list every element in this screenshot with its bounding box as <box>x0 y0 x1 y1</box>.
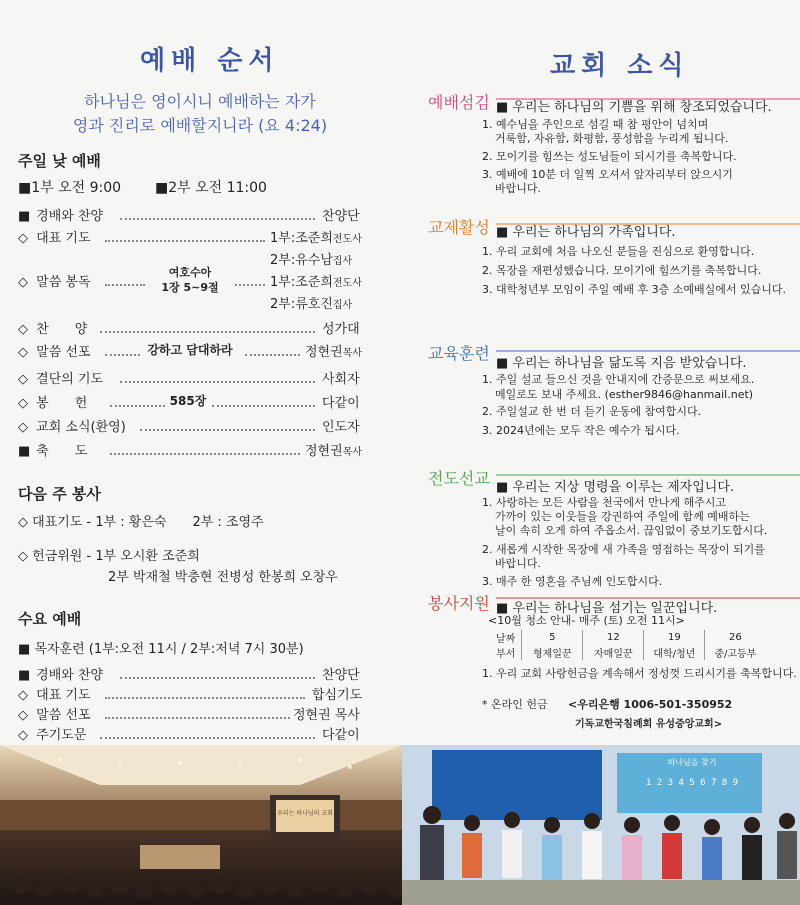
program-person: 찬양단 <box>322 668 360 683</box>
table-cell: 자매일꾼 <box>583 645 644 660</box>
program-person: 1부:조준희전도사 <box>270 231 362 246</box>
table-cell: 19 <box>644 630 705 645</box>
news-item: 거룩함, 자유함, 화평함, 풍성함을 누리게 됩니다. <box>495 132 729 145</box>
section-rule <box>496 223 800 225</box>
news-item: 3. 2024년에는 모두 작은 예수가 됩시다. <box>482 424 680 437</box>
screen-text: 우리는 하나님의 교회 <box>277 810 333 817</box>
sanctuary-photo <box>0 745 402 905</box>
program-row: ◇ 결단의 기도 <box>18 372 104 387</box>
section-rule <box>496 98 800 100</box>
table-cell: 부서 <box>490 645 522 660</box>
children-group-photo <box>402 745 800 905</box>
dotted-leader <box>105 240 265 242</box>
program-row: ◇ 말씀 선포 <box>18 708 91 723</box>
section-tag-education: 교육훈련 <box>428 344 490 363</box>
sermon-title: 강하고 담대하라 <box>147 343 233 357</box>
table-cell: 26 <box>728 632 742 643</box>
table-row <box>490 645 765 660</box>
dotted-leader <box>110 405 165 407</box>
news-item: 1. 우리 교회 사랑헌금을 계속해서 정성껏 드리시기를 축복합니다. <box>482 667 797 680</box>
church-news-panel <box>400 0 800 745</box>
verse-line-1: 하나님은 영이시니 예배하는 자가 <box>84 92 316 111</box>
program-person: 성가대 <box>322 322 360 337</box>
section-headline: ■ 우리는 하나님을 섬기는 일꾼입니다. <box>496 601 718 616</box>
news-item: 3. 대학청년부 모임이 주일 예배 후 3층 소예배실에서 있습니다. <box>482 283 786 296</box>
section-headline: ■ 우리는 지상 명령을 이루는 제자입니다. <box>496 480 735 495</box>
table-cell: 날짜 <box>490 630 522 645</box>
news-item: 2. 목장을 재편성했습니다. 모이기에 힘쓰기를 축복합니다. <box>482 264 762 277</box>
table-cell: 형제일꾼 <box>522 645 583 660</box>
program-row: ◇ 대표 기도 <box>18 688 91 703</box>
news-item: 1. 예수님을 주인으로 섬길 때 참 평안이 넘치며 <box>482 118 709 131</box>
sunday-time-1: ■1부 오전 9:00 <box>18 180 122 196</box>
program-row: ◇ 봉 헌 <box>18 396 88 411</box>
program-person: 다같이 <box>322 728 360 743</box>
program-row: ■ 축 도 <box>18 444 88 459</box>
table-row <box>490 630 765 645</box>
dotted-leader <box>235 284 265 286</box>
program-person: 인도자 <box>322 420 360 435</box>
worship-order-title: 예배 순서 <box>140 46 280 76</box>
table-cell: 5 <box>522 630 583 645</box>
dotted-leader <box>120 218 315 220</box>
verse-line-2: 영과 진리로 예배할지니라 (요 4:24) <box>72 116 328 135</box>
next-week-heading: 다음 주 봉사 <box>18 485 101 503</box>
dotted-leader <box>245 354 300 356</box>
program-row: ◇ 주기도문 <box>18 728 87 743</box>
program-row: ■ 경배와 찬양 <box>18 668 104 683</box>
news-item: 가까이 있는 이웃들을 강권하여 주일에 함께 예배하는 <box>495 510 750 523</box>
program-row: ■ 경배와 찬양 <box>18 209 104 224</box>
wednesday-heading: 수요 예배 <box>18 610 82 628</box>
program-person: 2부:유수남집사 <box>270 253 353 268</box>
board-numbers: 1 2 3 4 5 6 7 8 9 <box>645 778 739 788</box>
section-headline: ■ 우리는 하나님의 기쁨을 위해 창조되었습니다. <box>496 100 772 115</box>
news-item: 1. 우리 교회에 처음 나오신 분들을 진심으로 환영합니다. <box>482 245 755 258</box>
program-person: 1부:조준희전도사 <box>270 275 362 290</box>
dotted-leader <box>110 453 300 455</box>
news-item: 1. 사랑하는 모든 사람을 천국에서 만나게 해주시고 <box>482 496 726 509</box>
cleaning-caption: <10월 청소 안내- 매주 (토) 오전 11시> <box>488 614 685 627</box>
section-tag-mission: 전도선교 <box>428 469 490 488</box>
news-item: 바랍니다. <box>495 182 542 195</box>
program-row: ◇ 찬 양 <box>18 322 88 337</box>
dotted-leader <box>105 717 290 719</box>
dotted-leader <box>100 737 315 739</box>
cleaning-schedule-table <box>490 630 765 660</box>
news-item: 3. 예배에 10분 더 일찍 오셔서 앞자리부터 앉으시기 <box>482 168 733 181</box>
board-title: 하나님을 찾기 <box>667 758 717 767</box>
program-row: ◇ 대표 기도 <box>18 231 91 246</box>
news-item: 3. 매주 한 영혼을 주님께 인도합시다. <box>482 575 663 588</box>
section-rule <box>496 597 800 599</box>
sunday-time-2: ■2부 오전 11:00 <box>155 180 267 196</box>
program-person: 2부:류호진집사 <box>270 297 353 312</box>
table-cell: 대학/청년 <box>644 645 705 660</box>
dotted-leader <box>100 331 315 333</box>
program-person: 합심기도 <box>312 688 363 703</box>
sunday-heading: 주일 낮 예배 <box>18 152 101 170</box>
section-rule <box>496 350 800 352</box>
section-tag-service: 봉사지원 <box>428 594 490 613</box>
news-item: 2. 새롭게 시작한 목장에 새 가족을 영접하는 목장이 되기를 <box>482 543 765 556</box>
program-row: ◇ 교회 소식(환영) <box>18 420 126 435</box>
program-row: ◇ 말씀 선포 <box>18 345 91 360</box>
program-person: 사회자 <box>322 372 360 387</box>
church-news-title: 교회 소식 <box>550 51 690 81</box>
next-offering-line: ◇ 헌금위원 - 1부 오시환 조준희 <box>18 549 200 564</box>
program-person: 찬양단 <box>322 209 360 224</box>
online-offering-account: <우리은행 1006-501-350952 <box>568 698 733 711</box>
section-rule <box>496 474 800 476</box>
table-cell: 중/고등부 <box>714 649 757 660</box>
next-prayer-line: ◇ 대표기도 - 1부 : 황은숙 2부 : 조영주 <box>18 515 264 530</box>
section-headline: ■ 우리는 하나님의 가족입니다. <box>496 225 676 240</box>
section-tag-worship: 예배섬김 <box>428 93 490 112</box>
dotted-leader <box>105 354 140 356</box>
program-row: ◇ 말씀 봉독 <box>18 275 91 290</box>
section-headline: ■ 우리는 하나님을 닮도록 지음 받았습니다. <box>496 356 747 371</box>
next-offering-line-2: 2부 박재철 박충현 전병성 한봉희 오창우 <box>108 570 338 585</box>
program-person: 다같이 <box>322 396 360 411</box>
news-item: 메일로도 보내 주세요. (esther9846@hanmail.net) <box>495 388 754 401</box>
scripture-reference: 여호수아 1장 5~9절 <box>161 266 219 294</box>
dotted-leader <box>140 429 315 431</box>
dotted-leader <box>120 677 315 679</box>
program-person: 정현권목사 <box>305 345 363 360</box>
news-item: 2. 모이기를 힘쓰는 성도님들이 되시기를 축복합니다. <box>482 150 737 163</box>
online-offering-owner: 기독교한국침례회 유성중앙교회> <box>575 719 723 730</box>
dotted-leader <box>212 405 315 407</box>
dotted-leader <box>105 284 145 286</box>
worship-order-panel <box>0 0 400 745</box>
news-item: 날이 속히 오게 하여 주옵소서. 끊임없이 중보기도합시다. <box>495 524 768 537</box>
table-cell: 12 <box>583 630 644 645</box>
news-item: 2. 주일설교 한 번 더 듣기 운동에 참여합시다. <box>482 405 702 418</box>
section-tag-fellowship: 교제활성 <box>428 218 490 237</box>
news-item: 바랍니다. <box>495 557 542 570</box>
wednesday-training-line: ■ 목자훈련 (1부:오전 11시 / 2부:저녁 7시 30분) <box>18 642 304 657</box>
news-item: 1. 주일 설교 들으신 것을 안내지에 간증문으로 써보세요. <box>482 373 755 386</box>
dotted-leader <box>120 381 315 383</box>
hymn-number: 585장 <box>169 394 207 408</box>
program-person: 정현권목사 <box>305 444 363 459</box>
online-offering-label: * 온라인 헌금 <box>482 698 548 711</box>
dotted-leader <box>105 697 305 699</box>
program-person: 정현권 목사 <box>293 708 360 723</box>
